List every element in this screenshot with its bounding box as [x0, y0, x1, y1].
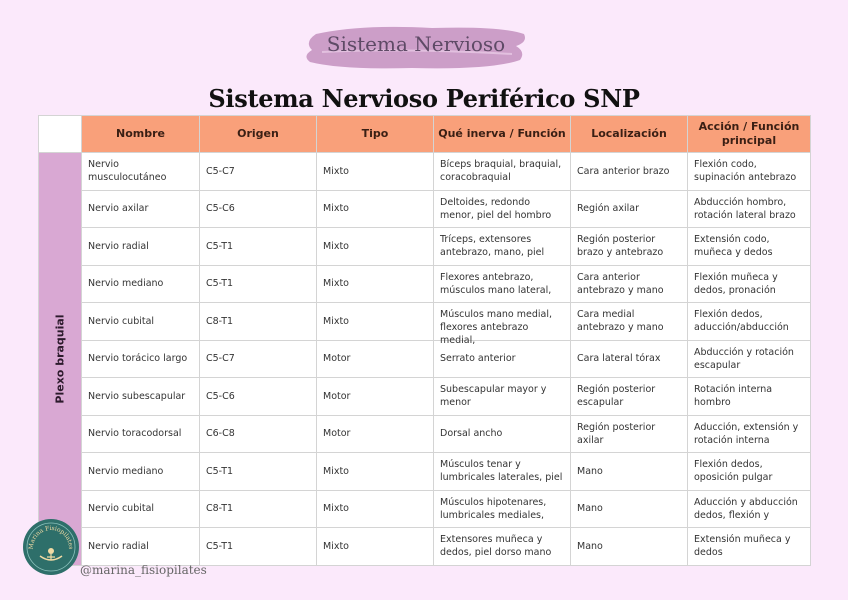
col-header-inerva: Qué inerva / Función — [434, 116, 571, 153]
table-row — [39, 378, 811, 416]
origin-cell — [200, 378, 317, 416]
nerve-name-text: Nervio radial — [88, 540, 149, 552]
origin-cell — [200, 415, 317, 453]
location-cell — [571, 415, 688, 453]
innervation-text: Subescapular mayor y menor — [440, 384, 547, 409]
main-action-text: Abducción y rotación escapular — [694, 346, 794, 371]
header-corner — [39, 116, 82, 153]
origin-text: C5-T1 — [206, 278, 234, 290]
innervation-text: Tríceps, extensores antebrazo, mano, piel — [440, 234, 545, 259]
col-header-origen: Origen — [200, 116, 317, 153]
table-row — [39, 528, 811, 566]
main-action-text: Rotación interna hombro — [694, 384, 773, 409]
col-header-localizacion: Localización — [571, 116, 688, 153]
nerve-name-text: Nervio mediano — [88, 278, 164, 290]
type-cell — [317, 153, 434, 191]
type-text: Mixto — [323, 278, 349, 290]
group-label: Plexo braquial — [53, 314, 67, 404]
innervation-cell — [434, 528, 571, 566]
type-cell — [317, 378, 434, 416]
origin-cell — [200, 228, 317, 266]
nerve-name-cell — [82, 190, 200, 228]
main-action-cell — [688, 378, 811, 416]
main-action-cell — [688, 228, 811, 266]
main-action-text: Flexión muñeca y dedos, pronación — [694, 271, 778, 296]
table-row — [39, 228, 811, 266]
location-text: Región posterior brazo y antebrazo — [577, 234, 664, 259]
origin-text: C5-C6 — [206, 203, 235, 215]
innervation-cell — [434, 453, 571, 491]
origin-text: C5-T1 — [206, 540, 234, 552]
innervation-text: Deltoides, redondo menor, piel del hombro — [440, 196, 552, 221]
main-action-cell — [688, 340, 811, 378]
brand-title: Sistema Nervioso — [326, 32, 506, 56]
innervation-cell — [434, 415, 571, 453]
table-row — [39, 490, 811, 528]
innervation-cell — [434, 265, 571, 303]
type-cell — [317, 528, 434, 566]
nerve-name-cell — [82, 378, 200, 416]
origin-text: C5-C7 — [206, 353, 235, 365]
type-cell — [317, 265, 434, 303]
main-action-text: Flexión codo, supinación antebrazo — [694, 159, 797, 184]
nerve-name-cell — [82, 228, 200, 266]
origin-text: C5-C7 — [206, 165, 235, 177]
location-text: Mano — [577, 540, 603, 552]
location-cell — [571, 490, 688, 528]
nerve-name-text: Nervio torácico largo — [88, 353, 188, 365]
type-text: Mixto — [323, 540, 349, 552]
table-row — [39, 415, 811, 453]
location-cell — [571, 453, 688, 491]
nerve-name-cell — [82, 453, 200, 491]
innervation-cell — [434, 153, 571, 191]
type-cell — [317, 190, 434, 228]
origin-cell — [200, 265, 317, 303]
main-action-cell — [688, 303, 811, 341]
location-cell — [571, 378, 688, 416]
location-cell — [571, 303, 688, 341]
innervation-cell — [434, 490, 571, 528]
main-action-cell — [688, 528, 811, 566]
origin-text: C5-T1 — [206, 465, 234, 477]
social-handle: @marina_fisiopilates — [80, 563, 207, 577]
main-action-text: Aducción y abducción dedos, flexión y — [694, 496, 798, 521]
location-text: Mano — [577, 465, 603, 477]
main-action-text: Flexión dedos, oposición pulgar — [694, 459, 773, 484]
main-action-cell — [688, 453, 811, 491]
location-text: Región posterior escapular — [577, 384, 656, 409]
location-cell — [571, 228, 688, 266]
innervation-text: Extensores muñeca y dedos, piel dorso mano — [440, 534, 552, 559]
location-text: Cara lateral tórax — [577, 353, 661, 365]
type-cell — [317, 415, 434, 453]
table-row — [39, 153, 811, 191]
location-cell — [571, 265, 688, 303]
location-cell — [571, 153, 688, 191]
type-cell — [317, 490, 434, 528]
innervation-cell — [434, 228, 571, 266]
nerve-name-text: Nervio subescapular — [88, 390, 186, 402]
nerves-table — [38, 115, 811, 566]
innervation-text: Flexores antebrazo, músculos mano lateral, — [440, 271, 552, 296]
main-action-cell — [688, 190, 811, 228]
main-action-cell — [688, 490, 811, 528]
type-text: Mixto — [323, 465, 349, 477]
nerve-name-cell — [82, 415, 200, 453]
innervation-text: Músculos hipotenares, lumbricales mediales, — [440, 496, 547, 521]
innervation-text: Bíceps braquial, braquial, coracobraquial — [440, 159, 562, 184]
location-text: Cara anterior brazo — [577, 165, 670, 177]
table-row — [39, 340, 811, 378]
origin-text: C8-T1 — [206, 503, 234, 515]
nerve-name-cell — [82, 303, 200, 341]
page-title: Sistema Nervioso Periférico SNP — [208, 84, 640, 113]
nerve-name-cell — [82, 265, 200, 303]
origin-cell — [200, 153, 317, 191]
type-cell — [317, 340, 434, 378]
innervation-text: Dorsal ancho — [440, 428, 503, 440]
innervation-text: Serrato anterior — [440, 353, 516, 365]
nerve-name-cell — [82, 528, 200, 566]
origin-cell — [200, 453, 317, 491]
innervation-text: Músculos mano medial, flexores antebrazo medial, — [440, 309, 553, 347]
main-action-cell — [688, 415, 811, 453]
location-text: Mano — [577, 503, 603, 515]
nerve-name-text: Nervio cubital — [88, 315, 155, 327]
origin-cell — [200, 490, 317, 528]
type-text: Motor — [323, 353, 351, 365]
type-text: Motor — [323, 390, 351, 402]
nerve-name-text: Nervio cubital — [88, 503, 155, 515]
col-header-nombre: Nombre — [82, 116, 200, 153]
origin-cell — [200, 528, 317, 566]
origin-text: C6-C8 — [206, 428, 235, 440]
nerve-name-text: Nervio musculocutáneo — [88, 159, 167, 184]
innervation-cell — [434, 378, 571, 416]
nerve-name-cell — [82, 153, 200, 191]
table-row — [39, 453, 811, 491]
origin-cell — [200, 190, 317, 228]
nerve-name-text: Nervio toracodorsal — [88, 428, 182, 440]
nerve-name-text: Nervio mediano — [88, 465, 164, 477]
brand-logo — [22, 518, 80, 576]
location-cell — [571, 528, 688, 566]
table-row — [39, 303, 811, 341]
location-text: Región axilar — [577, 203, 639, 215]
main-action-cell — [688, 153, 811, 191]
main-action-text: Flexión dedos, aducción/abducción — [694, 309, 789, 334]
type-text: Mixto — [323, 203, 349, 215]
type-text: Mixto — [323, 503, 349, 515]
table-header-row — [39, 116, 811, 153]
main-action-text: Aducción, extensión y rotación interna — [694, 421, 799, 446]
innervation-text: Músculos tenar y lumbricales laterales, piel — [440, 459, 563, 484]
origin-cell — [200, 303, 317, 341]
main-action-text: Extensión muñeca y dedos — [694, 534, 791, 559]
type-text: Mixto — [323, 240, 349, 252]
main-action-cell — [688, 265, 811, 303]
nerve-name-text: Nervio axilar — [88, 203, 149, 215]
innervation-cell — [434, 303, 571, 347]
col-header-accion: Acción / Función principal — [688, 116, 811, 153]
type-cell — [317, 453, 434, 491]
logo-text: Marina Fisiopilates — [27, 524, 75, 550]
nerve-name-cell — [82, 490, 200, 528]
type-cell — [317, 228, 434, 266]
location-text: Región posterior axilar — [577, 421, 656, 446]
nerve-name-cell — [82, 340, 200, 378]
innervation-cell — [434, 190, 571, 228]
origin-text: C5-T1 — [206, 240, 234, 252]
main-action-text: Extensión codo, muñeca y dedos — [694, 234, 773, 259]
type-text: Mixto — [323, 165, 349, 177]
type-text: Motor — [323, 428, 351, 440]
location-cell — [571, 190, 688, 228]
table-row — [39, 265, 811, 303]
type-text: Mixto — [323, 315, 349, 327]
main-action-text: Abducción hombro, rotación lateral brazo — [694, 196, 796, 221]
origin-cell — [200, 340, 317, 378]
origin-text: C5-C6 — [206, 390, 235, 402]
table-row — [39, 190, 811, 228]
nerve-name-text: Nervio radial — [88, 240, 149, 252]
group-cell-plexo-braquial — [39, 153, 82, 566]
origin-text: C8-T1 — [206, 315, 234, 327]
col-header-tipo: Tipo — [317, 116, 434, 153]
location-text: Cara medial antebrazo y mano — [577, 309, 664, 334]
location-cell — [571, 340, 688, 378]
type-cell — [317, 303, 434, 341]
location-text: Cara anterior antebrazo y mano — [577, 271, 664, 296]
